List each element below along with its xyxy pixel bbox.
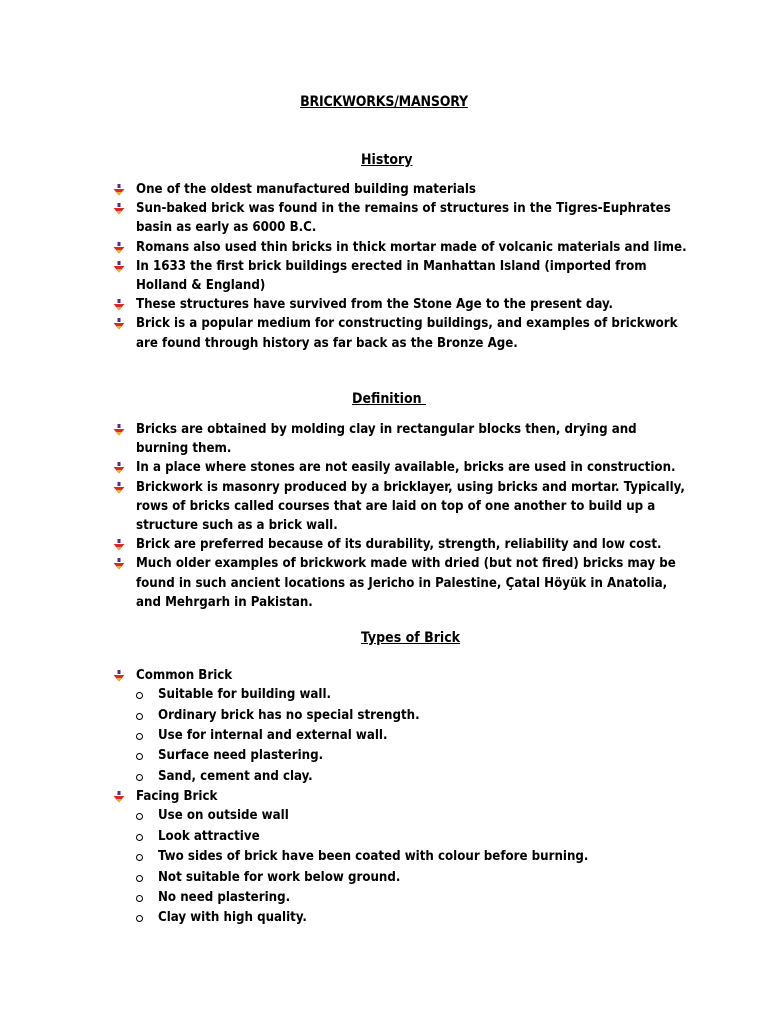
- list-item-common-brick: Common Brick Suitable for building wall. Ordinary brick has no special strength. Use for internal and external wall. Surface need plastering. Sand, cement and clay.: [112, 666, 692, 787]
- section-heading-history: History: [361, 152, 413, 168]
- list-item: In a place where stones are not easily available, bricks are used in construction.: [112, 458, 692, 477]
- hollow-circle-icon: [136, 733, 143, 740]
- arrow-down-bullet-icon: [112, 260, 126, 274]
- list-item: Romans also used thin bricks in thick mortar made of volcanic materials and lime.: [112, 238, 692, 257]
- sub-list-item: Clay with high quality.: [112, 908, 692, 928]
- arrow-down-bullet-icon: [112, 538, 126, 552]
- list-item: In 1633 the first brick buildings erected in Manhattan Island (imported from Holland & England): [112, 257, 692, 295]
- types-list: [112, 666, 692, 929]
- sub-list-item: Look attractive: [112, 827, 692, 847]
- hollow-circle-icon: [136, 875, 143, 882]
- section-heading-definition: Definition: [352, 391, 426, 407]
- hollow-circle-icon: [136, 895, 143, 902]
- sub-list-item: Not suitable for work below ground.: [112, 868, 692, 888]
- arrow-down-bullet-icon: [112, 423, 126, 437]
- facing-brick-points: [112, 806, 692, 928]
- list-item: These structures have survived from the Stone Age to the present day.: [112, 295, 692, 314]
- arrow-down-bullet-icon: [112, 481, 126, 495]
- sub-list-item: Two sides of brick have been coated with colour before burning.: [112, 847, 692, 867]
- sub-list-item: Surface need plastering.: [112, 746, 692, 766]
- hollow-circle-icon: [136, 713, 143, 720]
- list-item: Much older examples of brickwork made with dried (but not fired) bricks may be found in such ancient locations as Jericho in Palestine, Çatal Höyük in Anatolia, and Mehrgarh in Pakistan.: [112, 554, 692, 612]
- arrow-down-bullet-icon: [112, 790, 126, 804]
- arrow-down-bullet-icon: [112, 317, 126, 331]
- arrow-down-bullet-icon: [112, 557, 126, 571]
- list-item: Brickwork is masonry produced by a bricklayer, using bricks and mortar. Typically, rows of bricks called courses that are laid on top of one another to build up a structure such as a brick wall.: [112, 478, 692, 536]
- arrow-down-bullet-icon: [112, 183, 126, 197]
- history-list: [112, 180, 692, 353]
- arrow-down-bullet-icon: [112, 241, 126, 255]
- common-brick-points: [112, 685, 692, 787]
- sub-list-item: Ordinary brick has no special strength.: [112, 706, 692, 726]
- sub-list-item: Use on outside wall: [112, 806, 692, 826]
- hollow-circle-icon: [136, 834, 143, 841]
- sub-list-item: Sand, cement and clay.: [112, 767, 692, 787]
- hollow-circle-icon: [136, 915, 143, 922]
- list-item: Sun-baked brick was found in the remains of structures in the Tigres-Euphrates basin as early as 6000 B.C.: [112, 199, 692, 237]
- document-title: BRICKWORKS/MANSORY: [300, 94, 468, 110]
- section-heading-types-of-brick: Types of Brick: [361, 630, 461, 646]
- hollow-circle-icon: [136, 813, 143, 820]
- list-item-facing-brick: Facing Brick Use on outside wall Look attractive Two sides of brick have been coated with colour before burning. Not suitable for work below ground. No need plastering. Clay with high quality.: [112, 787, 692, 929]
- list-item: Brick are preferred because of its durability, strength, reliability and low cost.: [112, 535, 692, 554]
- arrow-down-bullet-icon: [112, 202, 126, 216]
- arrow-down-bullet-icon: [112, 461, 126, 475]
- arrow-down-bullet-icon: [112, 298, 126, 312]
- list-item: Bricks are obtained by molding clay in rectangular blocks then, drying and burning them.: [112, 420, 692, 458]
- sub-list-item: Suitable for building wall.: [112, 685, 692, 705]
- arrow-down-bullet-icon: [112, 669, 126, 683]
- hollow-circle-icon: [136, 854, 143, 861]
- sub-list-item: Use for internal and external wall.: [112, 726, 692, 746]
- sub-list-item: No need plastering.: [112, 888, 692, 908]
- definition-list: [112, 420, 692, 612]
- hollow-circle-icon: [136, 753, 143, 760]
- list-item: Brick is a popular medium for constructing buildings, and examples of brickwork are found through history as far back as the Bronze Age.: [112, 314, 692, 352]
- list-item: One of the oldest manufactured building materials: [112, 180, 692, 199]
- hollow-circle-icon: [136, 774, 143, 781]
- hollow-circle-icon: [136, 692, 143, 699]
